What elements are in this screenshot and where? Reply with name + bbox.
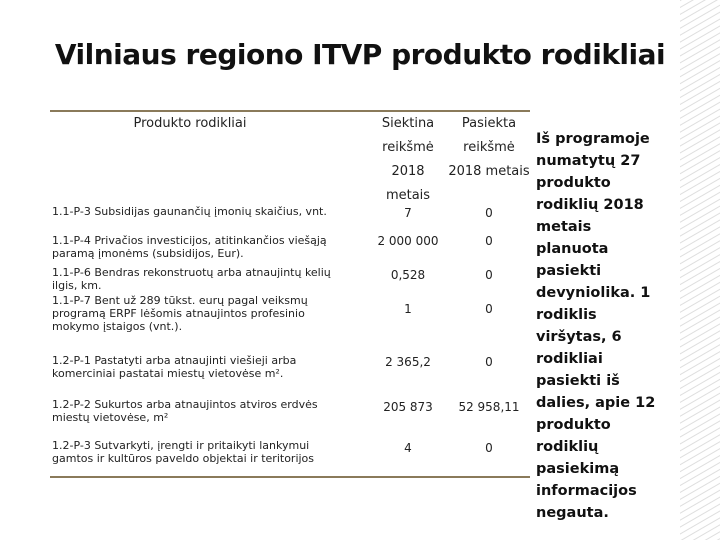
header-indicators: Produkto rodikliai (133, 116, 247, 131)
summary-text: Iš programoje numatytų 27 produkto rodiklių 2018 metais planuota pasiekti devyniolika. 1 rodiklis viršytas, 6 rodikliai pasiekti iš dalies, apie 12 produkto rodiklių pasiekimą informacijos negauta. (536, 131, 656, 521)
row-target: 1 (404, 302, 412, 316)
row-achieved: 0 (485, 302, 493, 316)
row-achieved: 0 (485, 206, 493, 220)
row-target: 0,528 (390, 268, 426, 282)
row-label: 1.1-P-7 Bent už 289 tūkst. eurų pagal veiksmų programą ERPF lėšomis atnaujintos profesinio mokymo įstaigos (vnt.). (52, 294, 308, 333)
table-bottom-rule (50, 476, 530, 478)
row-achieved: 0 (485, 268, 493, 282)
row-target: 4 (404, 441, 412, 455)
row-target: 205 873 (383, 400, 433, 414)
page-title: Vilniaus regiono ITVP produkto rodikliai (54, 38, 666, 71)
row-label: 1.1-P-6 Bendras rekonstruotų arba atnaujintų kelių ilgis, km. (52, 266, 331, 292)
row-label: 1.1-P-3 Subsidijas gaunančių įmonių skaičius, vnt. (52, 205, 327, 218)
row-target: 2 365,2 (385, 355, 431, 369)
row-target: 7 (404, 206, 412, 220)
row-label: 1.2-P-3 Sutvarkyti, įrengti ir pritaikyti lankymui gamtos ir kultūros paveldo objektai ir teritorijos (52, 439, 315, 465)
row-label: 1.2-P-2 Sukurtos arba atnaujintos atviros erdvės miestų vietovėse, m² (52, 398, 318, 424)
row-achieved: 0 (485, 355, 493, 369)
row-label: 1.2-P-1 Pastatyti arba atnaujinti viešieji arba komerciniai pastatai miestų vietovėse m². (52, 354, 297, 380)
corner-decoration (680, 0, 720, 540)
row-achieved: 0 (485, 234, 493, 248)
row-achieved: 0 (485, 441, 493, 455)
row-target: 2 000 000 (377, 234, 439, 248)
row-label: 1.1-P-4 Privačios investicijos, atitinkančios viešąją paramą įmonėms (subsidijos, Eur). (52, 234, 327, 260)
row-achieved: 52 958,11 (458, 400, 520, 414)
header-achieved: Pasiekta reikšmė 2018 metais (448, 116, 530, 179)
header-target: Siektina reikšmė 2018 metais (381, 116, 435, 203)
